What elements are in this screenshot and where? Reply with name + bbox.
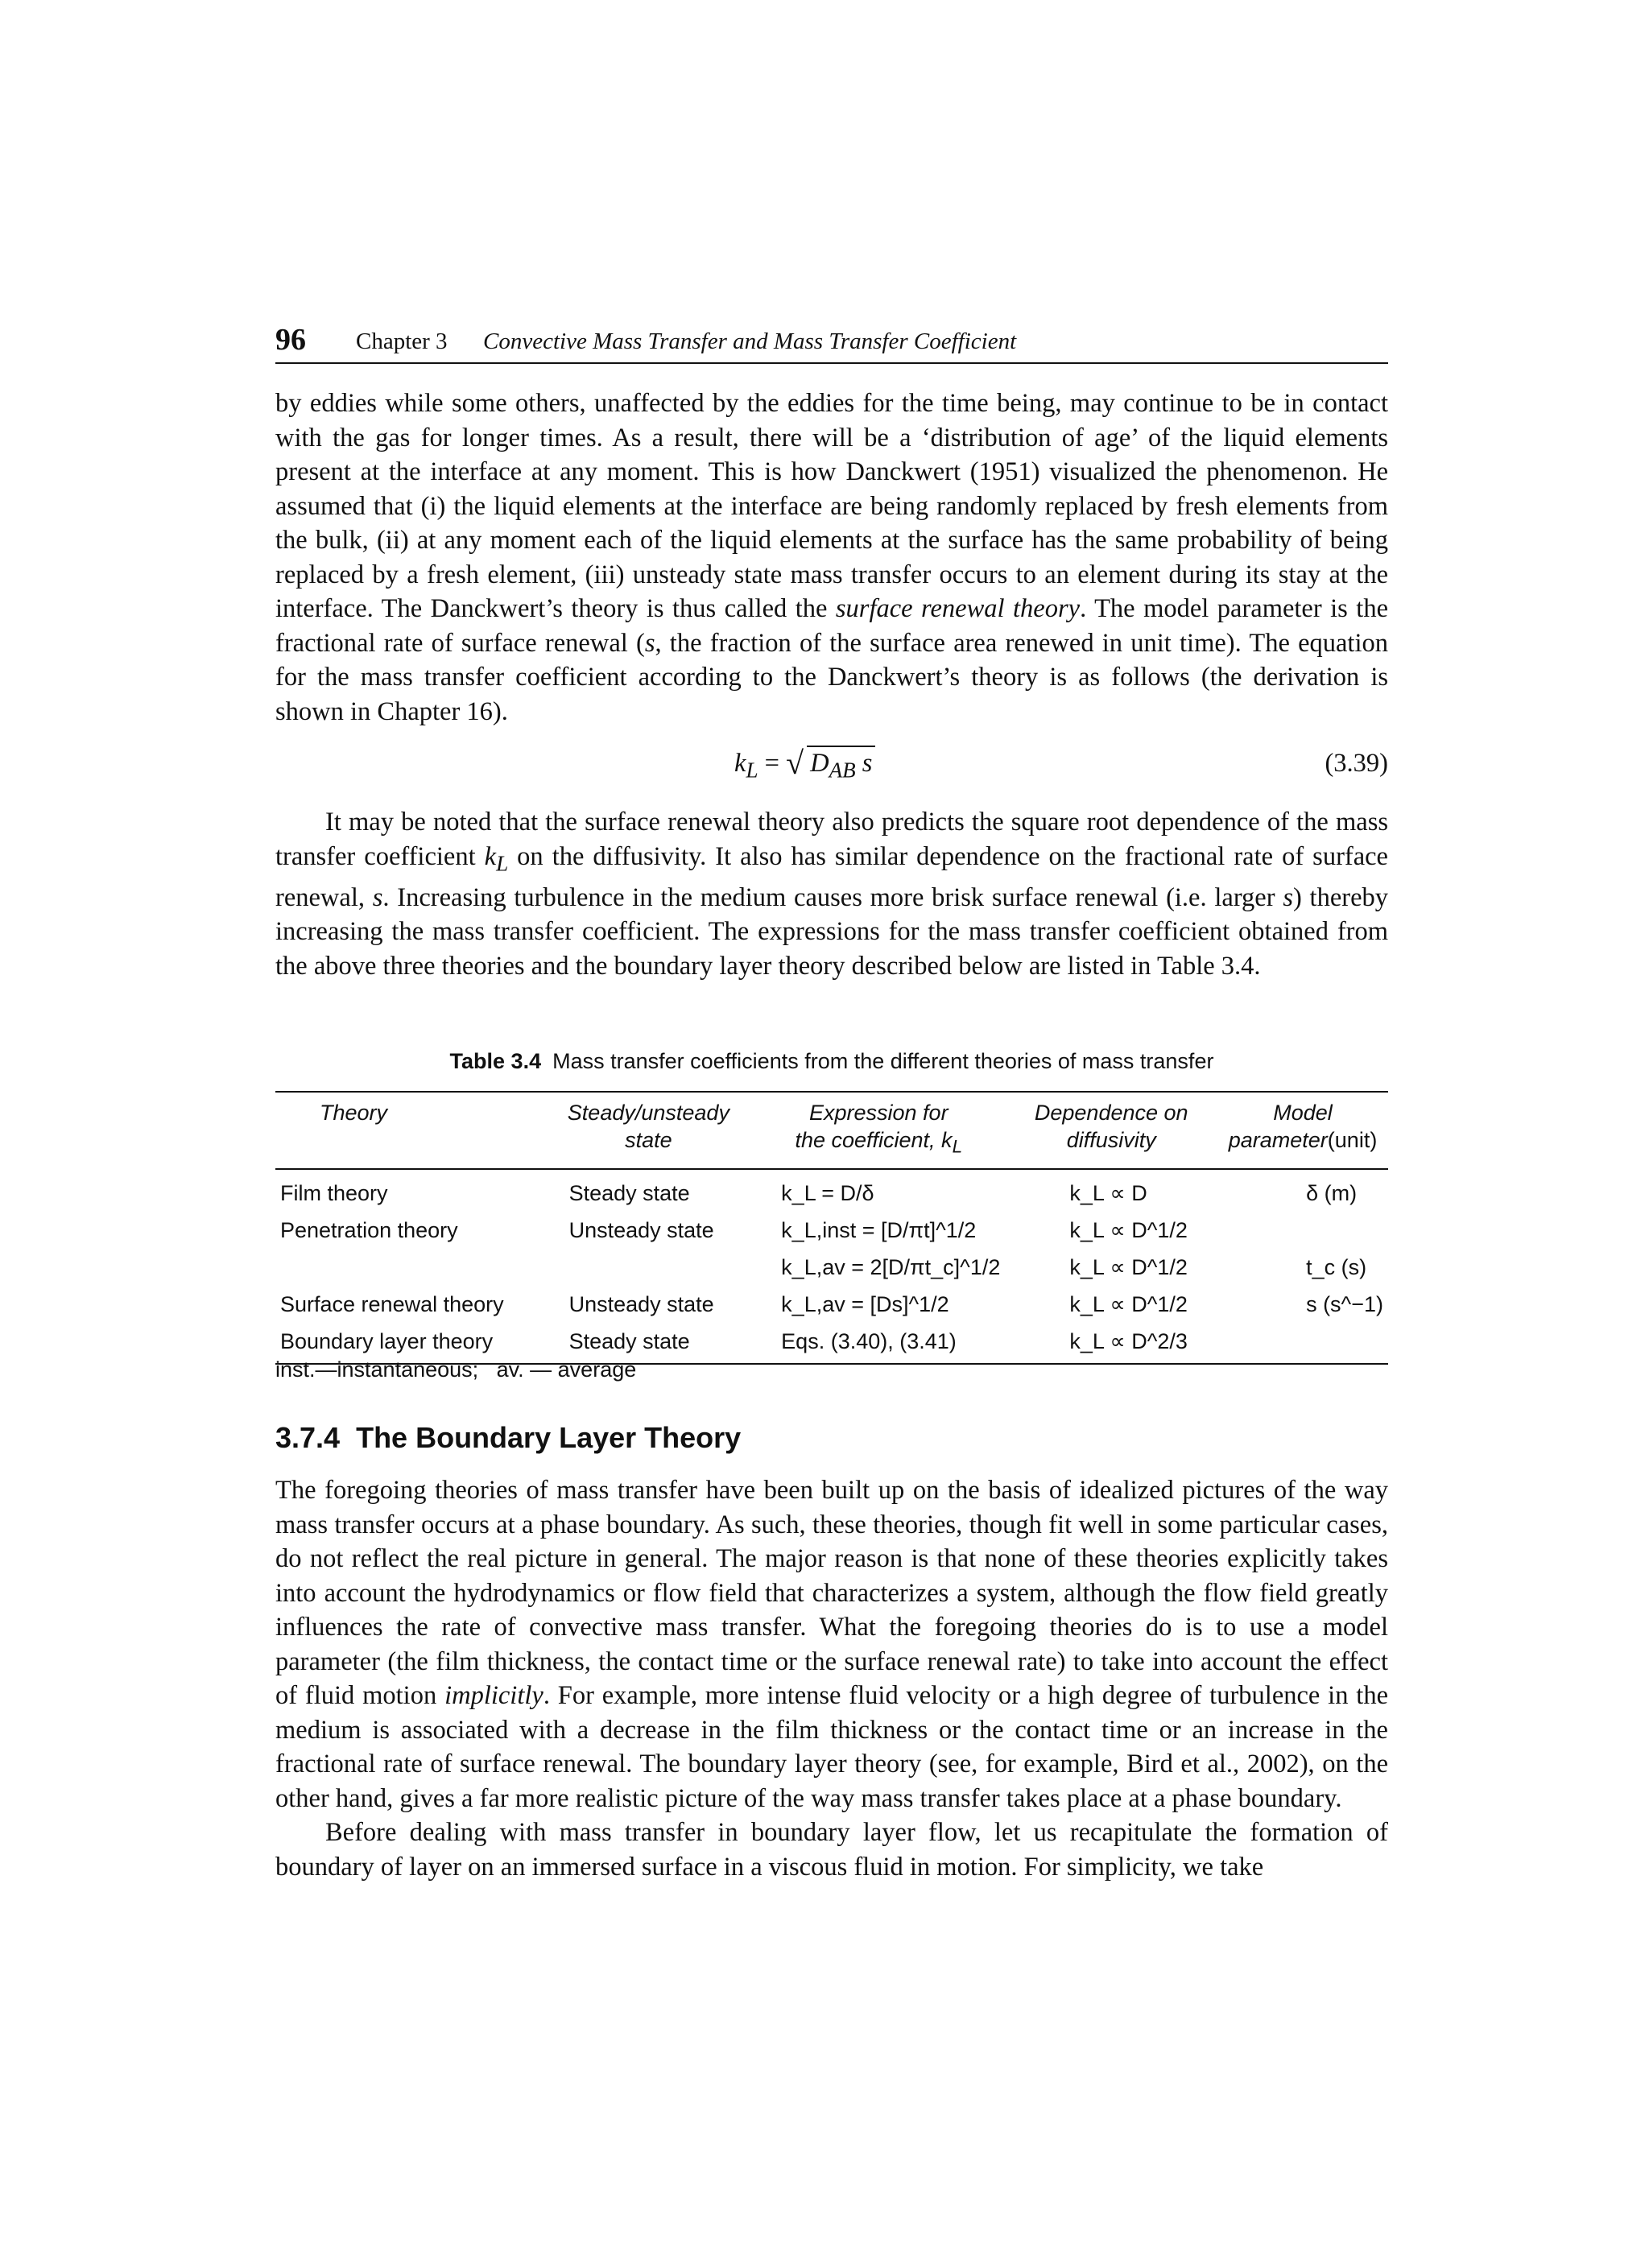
variable-k-subscript: L bbox=[496, 851, 509, 875]
cell-dependence: k_L ∝ D^1/2 bbox=[1069, 1292, 1188, 1317]
header-parameter-line2: parameter bbox=[1228, 1128, 1328, 1152]
cell-state: Steady state bbox=[568, 1181, 690, 1206]
paragraph-surface-renewal bbox=[275, 386, 1388, 729]
table-header-row bbox=[275, 1092, 1388, 1169]
text-span: . For example, more intense fluid velocity or a high degree of turbulence in the medium is associated with a decrease in the film thickness or the contact time or an increase in the fractional rate of surface renewal. The boundary layer theory (see, for example, Bird et al., 2002), on the other hand, gives a far more realistic picture of the way mass transfer takes place at a phase boundary. bbox=[275, 1681, 1388, 1813]
text-span: ) thereby increasing the mass transfer coefficient. The expressions for the mass transfer coefficient obtained from the above three theories and the boundary layer theory described below are listed in Table 3.4. bbox=[275, 882, 1388, 981]
cell-theory: Film theory bbox=[280, 1181, 388, 1206]
header-parameter bbox=[1217, 1092, 1388, 1169]
cell-expression: Eqs. (3.40), (3.41) bbox=[781, 1329, 957, 1354]
cell-expression: k_L,inst = [D/πt]^1/2 bbox=[781, 1218, 977, 1243]
text-span: The foregoing theories of mass transfer have been built up on the basis of idealized pictures of the way mass transfer occurs at a phase boundary. As such, these theories, though fit well in some particular cases, do not reflect the real picture in general. The major reason is that none of these theories explicitly takes into account the hydrodynamics or flow field that characterizes a system, although the flow field greatly influences the rate of convective mass transfer. What the foregoing theories do is to use a model parameter (the film thickness, the contact time or the surface renewal rate) to take into account the effect of fluid motion bbox=[275, 1476, 1388, 1710]
variable-s: s bbox=[1283, 882, 1293, 912]
emphasis-text: implicitly bbox=[444, 1681, 543, 1710]
equation-number: (3.39) bbox=[1325, 749, 1388, 778]
header-theory bbox=[275, 1092, 545, 1169]
equation-expression bbox=[734, 745, 875, 783]
cell-dependence: k_L ∝ D^1/2 bbox=[1069, 1218, 1188, 1243]
cell-dependence: k_L ∝ D^2/3 bbox=[1069, 1329, 1188, 1354]
cell-theory: Surface renewal theory bbox=[280, 1292, 504, 1317]
header-theory-text: Theory bbox=[320, 1101, 388, 1125]
cell-dependence: k_L ∝ D bbox=[1069, 1181, 1147, 1206]
paragraph-recapitulate: Before dealing with mass transfer in boundary layer flow, let us recapitulate the formation of boundary of layer on an immersed surface in a viscous fluid in motion. For simplicity, we take bbox=[275, 1818, 1388, 1882]
square-root bbox=[786, 745, 875, 783]
table-caption-label: Table 3.4 bbox=[449, 1049, 542, 1073]
header-state-line2: state bbox=[625, 1128, 672, 1152]
header-dependence-line2: diffusivity bbox=[1066, 1128, 1156, 1152]
emphasis-text: surface renewal theory bbox=[835, 594, 1081, 623]
header-dependence-line1: Dependence on bbox=[1034, 1101, 1188, 1125]
equation-lhs-subscript: L bbox=[746, 758, 758, 783]
text-span: on the diffusivity. It also has similar dependence on the fractional rate of surface renewal, bbox=[275, 841, 1388, 912]
radical-icon: √ bbox=[786, 745, 804, 781]
header-chapter: Chapter 3 bbox=[356, 328, 448, 354]
header-expression-line1: Expression for bbox=[808, 1101, 948, 1125]
paragraph-square-root-dependence bbox=[275, 805, 1388, 983]
cell-theory bbox=[275, 1249, 545, 1286]
cell-state: Steady state bbox=[568, 1329, 690, 1354]
header-state-line1: Steady/unsteady bbox=[567, 1101, 729, 1125]
cell-parameter bbox=[1217, 1323, 1388, 1364]
cell-state bbox=[545, 1249, 753, 1286]
text-span: by eddies while some others, unaffected by the eddies for the time being, may continue to be in contact with the gas for longer times. As a result, there will be a ‘distribution of age’ of the liquid elements present at the interface at any moment. This is how Danckwert (1951) visualized the phenomenon. He assumed that (i) the liquid elements at the interface are being randomly replaced by fresh elements from the bulk, (ii) at any moment each of the liquid elements at the surface has the same probability of being replaced by a fresh element, (iii) unsteady state mass transfer occurs to an element during its stay at the interface. The Danckwert’s theory is thus called the bbox=[275, 389, 1388, 623]
section-heading: 3.7.4 The Boundary Layer Theory bbox=[275, 1421, 742, 1454]
table-row bbox=[275, 1169, 1388, 1212]
header-parameter-unit: (unit) bbox=[1327, 1128, 1378, 1152]
header-state bbox=[545, 1092, 753, 1169]
header-dependence bbox=[1005, 1092, 1217, 1169]
table-row bbox=[275, 1249, 1388, 1286]
text-span: . The model parameter is the fractional rate of surface renewal ( bbox=[275, 594, 1389, 658]
cell-parameter: s (s^−1) bbox=[1306, 1292, 1383, 1317]
table-footnote: inst.—instantaneous; av. — average bbox=[275, 1357, 637, 1382]
cell-expression: k_L,av = 2[D/πt_c]^1/2 bbox=[781, 1255, 1001, 1280]
radicand-subscript: AB bbox=[829, 758, 856, 783]
radicand bbox=[807, 746, 875, 783]
page-number: 96 bbox=[275, 323, 306, 357]
cell-parameter: δ (m) bbox=[1306, 1181, 1358, 1206]
cell-state: Unsteady state bbox=[568, 1292, 714, 1317]
cell-expression: k_L,av = [Ds]^1/2 bbox=[781, 1292, 949, 1317]
variable-s: s bbox=[644, 628, 655, 658]
text-span: , the fraction of the surface area renewed in unit time). The equation for the mass transfer coefficient according to the Danckwert’s theory is as follows (the derivation is shown in Chapter 16). bbox=[275, 628, 1388, 726]
radicand-d: D bbox=[810, 749, 829, 778]
table-row bbox=[275, 1286, 1388, 1323]
cell-theory: Boundary layer theory bbox=[280, 1329, 494, 1354]
text-span: . Increasing turbulence in the medium causes more brisk surface renewal (i.e. larger bbox=[382, 882, 1283, 912]
running-header bbox=[275, 322, 1388, 364]
cell-parameter bbox=[1217, 1212, 1388, 1249]
equation-lhs: k bbox=[734, 749, 746, 778]
text-span: It may be noted that the surface renewal theory also predicts the square root dependence of the mass transfer coefficient bbox=[275, 808, 1388, 871]
header-expression-line2: the coefficient, k bbox=[795, 1128, 953, 1152]
header-expression bbox=[752, 1092, 1005, 1169]
table-3-4 bbox=[275, 1091, 1388, 1365]
equation-3-39 bbox=[275, 745, 1388, 787]
table-caption-text: Mass transfer coefficients from the different theories of mass transfer bbox=[552, 1049, 1214, 1073]
table-row bbox=[275, 1212, 1388, 1249]
header-title: Convective Mass Transfer and Mass Transfer Coefficient bbox=[483, 328, 1017, 354]
header-expression-subscript: L bbox=[952, 1136, 963, 1157]
cell-dependence: k_L ∝ D^1/2 bbox=[1069, 1255, 1188, 1280]
cell-expression: k_L = D/δ bbox=[781, 1181, 874, 1206]
table-caption bbox=[275, 1049, 1388, 1074]
header-parameter-line1: Model bbox=[1273, 1101, 1333, 1125]
variable-k: k bbox=[484, 841, 497, 871]
cell-theory: Penetration theory bbox=[280, 1218, 458, 1243]
equals-sign: = bbox=[758, 749, 787, 778]
cell-parameter: t_c (s) bbox=[1306, 1255, 1367, 1280]
cell-state: Unsteady state bbox=[568, 1218, 714, 1243]
variable-s: s bbox=[372, 882, 383, 912]
mass-transfer-table bbox=[275, 1091, 1388, 1365]
paragraph-boundary-layer bbox=[275, 1473, 1388, 1816]
radicand-s: s bbox=[862, 749, 873, 778]
